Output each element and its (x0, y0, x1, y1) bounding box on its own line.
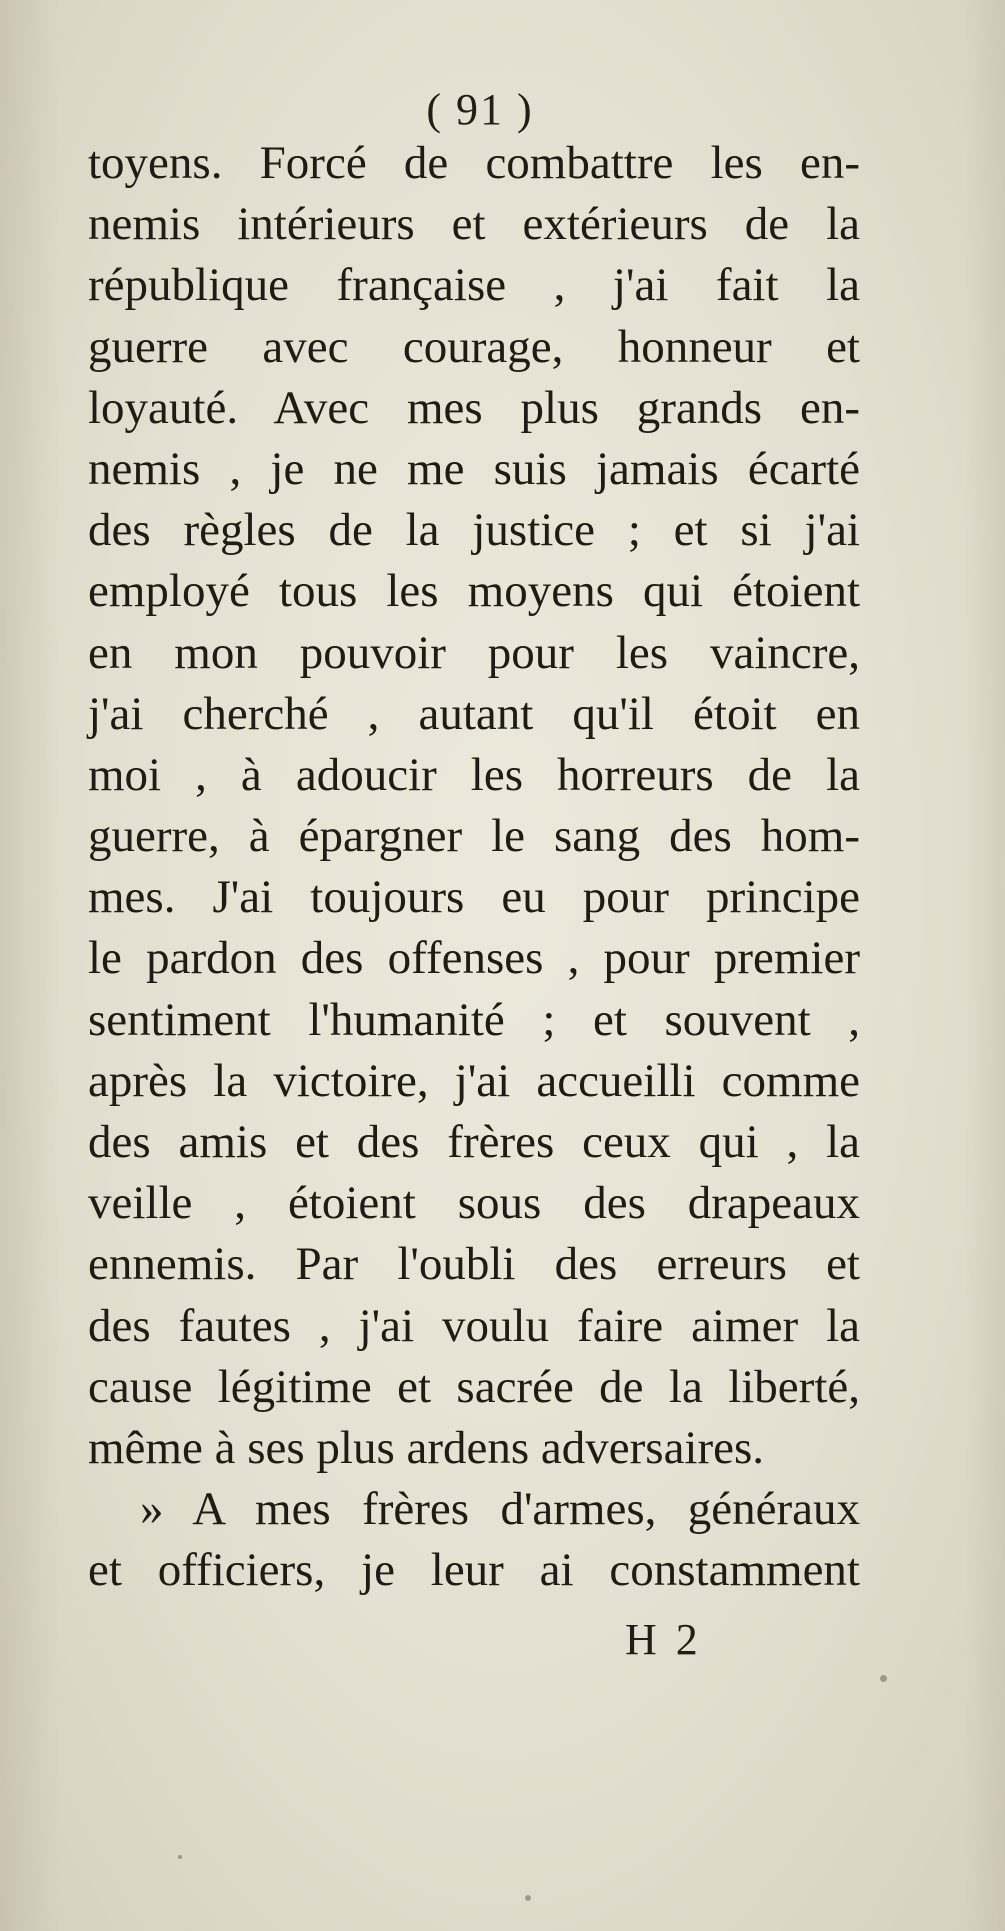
quote-paragraph-start-line: » A mes frères d'armes, généraux (140, 1483, 860, 1536)
text-line: le pardon des offenses , pour premier (88, 932, 860, 985)
paragraph-end-line: même à ses plus ardens adversaires. (88, 1421, 765, 1474)
text-line: guerre, à épargner le sang des hom- (88, 810, 860, 863)
signature-mark: H 2 (625, 1615, 702, 1664)
text-line: république française , j'ai fait la (88, 259, 860, 312)
text-line: nemis , je ne me suis jamais écarté (88, 442, 860, 495)
page-edge-shadow-left (0, 0, 60, 1931)
text-line: veille , étoient sous des drapeaux (88, 1177, 860, 1230)
text-line: employé tous les moyens qui étoient (88, 565, 860, 618)
text-line: mes. J'ai toujours eu pour principe (88, 871, 860, 924)
text-line: guerre avec courage, honneur et (88, 320, 860, 373)
text-line: après la victoire, j'ai accueilli comme (88, 1054, 860, 1107)
paper-speck (525, 1895, 531, 1901)
body-text (88, 133, 860, 1602)
text-line: ennemis. Par l'oubli des erreurs et (88, 1238, 860, 1291)
text-line: toyens. Forcé de combattre les en- (88, 137, 860, 189)
text-line: sentiment l'humanité ; et souvent , (88, 993, 860, 1046)
text-line: nemis intérieurs et extérieurs de la (88, 198, 860, 251)
text-line: cause légitime et sacrée de la liberté, (88, 1360, 860, 1413)
text-line: et officiers, je leur ai constamment (88, 1544, 860, 1597)
text-line: des amis et des frères ceux qui , la (88, 1116, 860, 1168)
page-number: ( 91 ) (426, 85, 534, 134)
text-line: des règles de la justice ; et si j'ai (88, 504, 860, 557)
page-edge-shadow-right (965, 0, 1005, 1931)
text-line: en mon pouvoir pour les vaincre, (88, 626, 860, 679)
text-line: loyauté. Avec mes plus grands en- (88, 381, 860, 434)
text-line: j'ai cherché , autant qu'il étoit en (88, 687, 860, 740)
text-line: moi , à adoucir les horreurs de la (88, 748, 860, 801)
text-line: des fautes , j'ai voulu faire aimer la (88, 1299, 860, 1352)
paper-speck (880, 1675, 887, 1682)
paper-speck (178, 1855, 182, 1859)
